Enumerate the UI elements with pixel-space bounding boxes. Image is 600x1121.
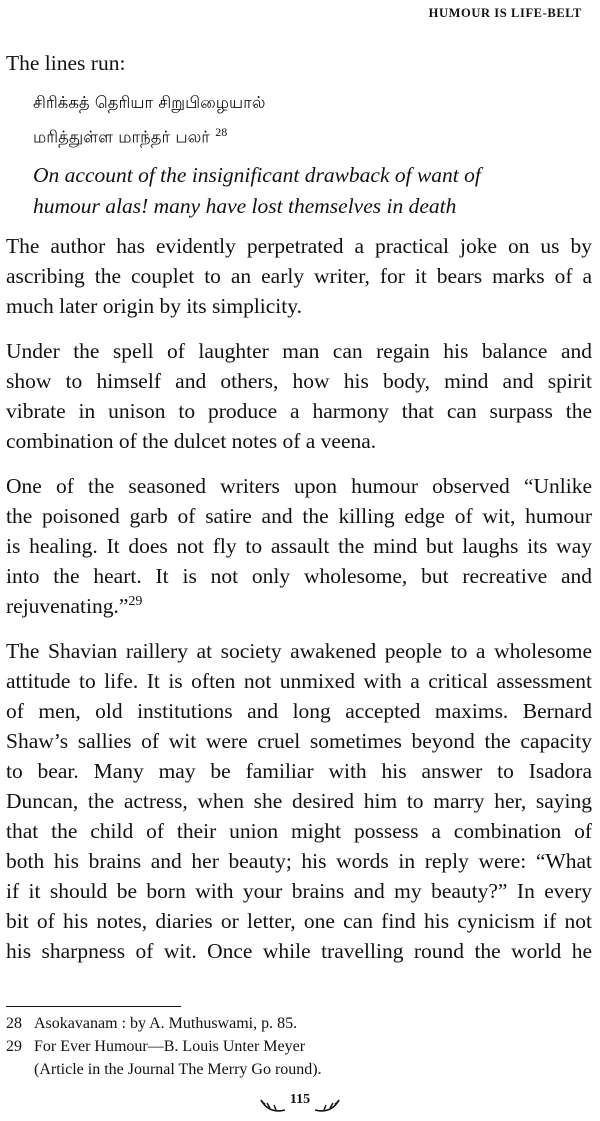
footnote-29-continuation: (Article in the Journal The Merry Go round). [34, 1061, 322, 1078]
para3-line: One of the seasoned writers upon humour observed “Unlike [6, 474, 592, 498]
tamil-verse-line-2: மரித்துள்ள மாந்தர் பலர் $^{28}$ [33, 125, 228, 147]
para4-line: to bear. Many may be familiar with his answer to Isadora [6, 759, 592, 783]
tamil-verse-line-1: சிரிக்கத் தெரியா சிறுபிழையால் [33, 93, 266, 112]
footnote-ref-28: 28 [215, 125, 228, 139]
para2-line: Under the spell of laughter man can regain his balance and [6, 339, 592, 363]
footnote-ref-29: 29 [128, 593, 143, 609]
para2-line: show to himself and others, how his body, mind and spirit [6, 369, 592, 393]
footnote-number: 29 [6, 1038, 22, 1055]
page-number: 115 [289, 1092, 311, 1107]
para4-line: Duncan, the actress, when she desired him to marry her, saying [6, 789, 592, 813]
para2-line: combination of the dulcet notes of a veena. [6, 429, 377, 453]
footnote-text: Asokavanam : by A. Muthuswami, p. 85. [34, 1015, 298, 1032]
para1-line: The author has evidently perpetrated a practical joke on us by [6, 234, 592, 258]
para4-line: Shaw’s sallies of wit were cruel sometimes beyond the capacity [6, 729, 592, 753]
footnote-29 [6, 1036, 305, 1058]
para4-line: if it should be born with your brains and my beauty?” In every [6, 879, 592, 903]
para1-line: much later origin by its simplicity. [6, 294, 302, 318]
para3-line: rejuvenating.”$^{29}$ [6, 593, 143, 618]
intro-line: The lines run: [6, 51, 126, 75]
translation-line-2: humour alas! many have lost themselves in death [33, 194, 457, 218]
para2-line: vibrate in unison to produce a harmony that can surpass the [6, 399, 592, 423]
footnote-divider [6, 1006, 181, 1007]
footnote-28 [6, 1013, 297, 1035]
footnote-number: 28 [6, 1015, 22, 1032]
para1-line: ascribing the couplet to an early writer, for it bears marks of a [6, 264, 592, 288]
para3-line: into the heart. It is not only wholesome, but recreative and [6, 564, 592, 588]
para3-line: is healing. It does not fly to assault the mind but laughs its way [6, 534, 592, 558]
para4-line: of men, old institutions and long accepted maxims. Bernard [6, 699, 592, 723]
translation-line-1: On account of the insignificant drawback of want of [33, 163, 481, 187]
para4-line: his sharpness of wit. Once while travelling round the world he [6, 939, 592, 963]
para4-line: that the child of their union might possess a combination of [6, 819, 592, 843]
para4-line: bit of his notes, diaries or letter, one can find his cynicism if not [6, 909, 592, 933]
para4-line: The Shavian raillery at society awakened people to a wholesome [6, 639, 592, 663]
para4-line: attitude to life. It is often not unmixed with a critical assessment [6, 669, 592, 693]
para4-line: both his brains and her beauty; his words in reply were: “What [6, 849, 592, 873]
footnote-text: For Ever Humour—B. Louis Unter Meyer [34, 1038, 306, 1055]
page-number-ornament [255, 1090, 345, 1116]
para3-line: the poisoned garb of satire and the killing edge of wit, humour [6, 504, 592, 528]
running-head: HUMOUR IS LIFE-BELT [428, 6, 582, 20]
